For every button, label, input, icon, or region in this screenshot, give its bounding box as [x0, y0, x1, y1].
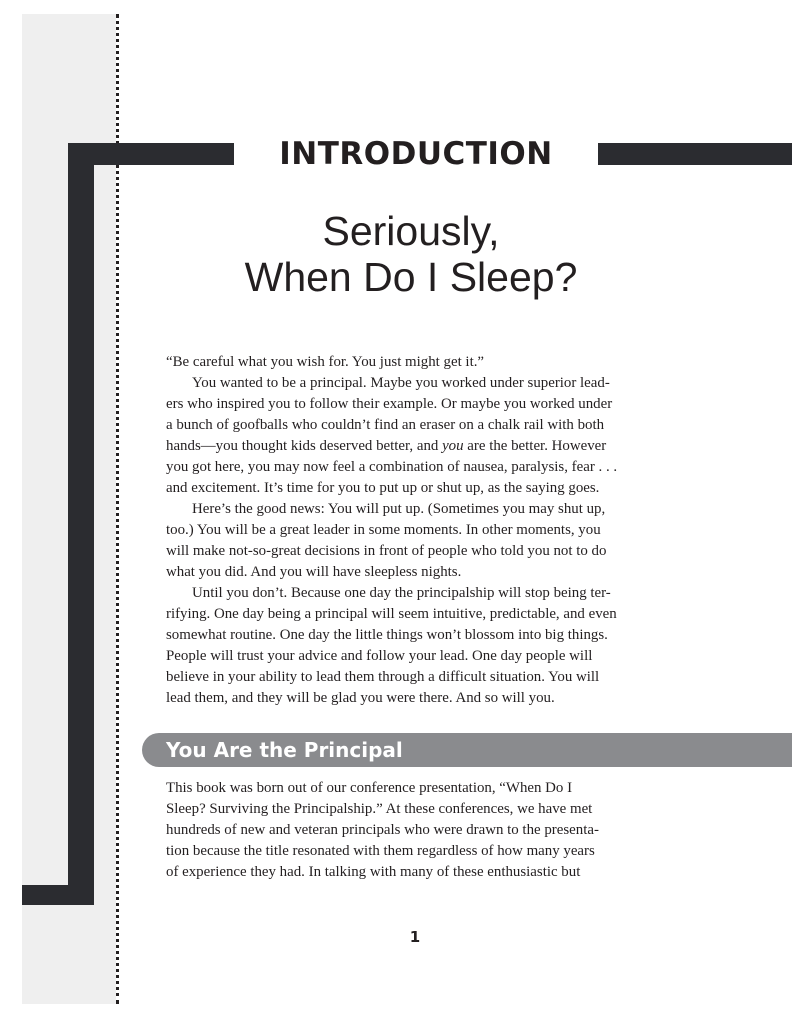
p2-line: Here’s the good news: You will put up. (Sometimes you may shut up, [192, 501, 606, 517]
section-line: Sleep? Surviving the Principalship.” At these conferences, we have met [166, 801, 593, 817]
chapter-title-line-1: Seriously, [322, 208, 500, 254]
p1-line: you got here, you may now feel a combination of nausea, paralysis, fear . . . [166, 459, 618, 475]
p2-line: will make not-so-great decisions in front of people who told you not to do [166, 543, 607, 559]
section-heading: You Are the Principal [166, 738, 403, 762]
p3-line: rifying. One day being a principal will seem intuitive, predictable, and even [166, 606, 617, 622]
p2-line: what you did. And you will have sleepless nights. [166, 564, 462, 580]
section-line: This book was born out of our conference presentation, “When Do I [166, 780, 573, 796]
p3-line: lead them, and they will be glad you were there. And so will you. [166, 690, 555, 706]
p3-line: believe in your ability to lead them through a difficult situation. You will [166, 669, 600, 685]
p3-line: somewhat routine. One day the little things won’t blossom into big things. [166, 627, 608, 643]
section-line: hundreds of new and veteran principals who were drawn to the presenta- [166, 822, 599, 838]
section-line: of experience they had. In talking with many of these enthusiastic but [166, 864, 581, 880]
p3-line: Until you don’t. Because one day the principalship will stop being ter- [192, 585, 611, 601]
p1-line-end: are the better. However [463, 438, 607, 454]
intro-text [166, 352, 662, 709]
chapter-title-line-2: When Do I Sleep? [244, 254, 578, 300]
p1-emphasis: you [442, 438, 464, 454]
section-line: tion because the title resonated with them regardless of how many years [166, 843, 595, 859]
header-right-bar [598, 143, 792, 165]
p1-line: and excitement. It’s time for you to put up or shut up, as the saying goes. [166, 480, 600, 496]
p1-line: ers who inspired you to follow their example. Or maybe you worked under [166, 396, 613, 412]
p1-line [166, 436, 662, 457]
bracket-left-bar [68, 143, 94, 905]
p1-line: You wanted to be a principal. Maybe you worked under superior lead- [192, 375, 610, 391]
bracket-bottom-bar [22, 885, 94, 905]
chapter-label: INTRODUCTION [279, 136, 553, 172]
p1-line: a bunch of goofballs who couldn’t find an eraser on a chalk rail with both [166, 417, 605, 433]
p3-line: People will trust your advice and follow your lead. One day people will [166, 648, 593, 664]
epigraph: “Be careful what you wish for. You just might get it.” [166, 354, 485, 370]
p2-line: too.) You will be a great leader in some moments. In other moments, you [166, 522, 601, 538]
page-number: 1 [409, 928, 421, 946]
section-text [166, 778, 662, 883]
p1-line-start: hands—you thought kids deserved better, and [166, 438, 443, 454]
chapter-title [166, 208, 656, 300]
